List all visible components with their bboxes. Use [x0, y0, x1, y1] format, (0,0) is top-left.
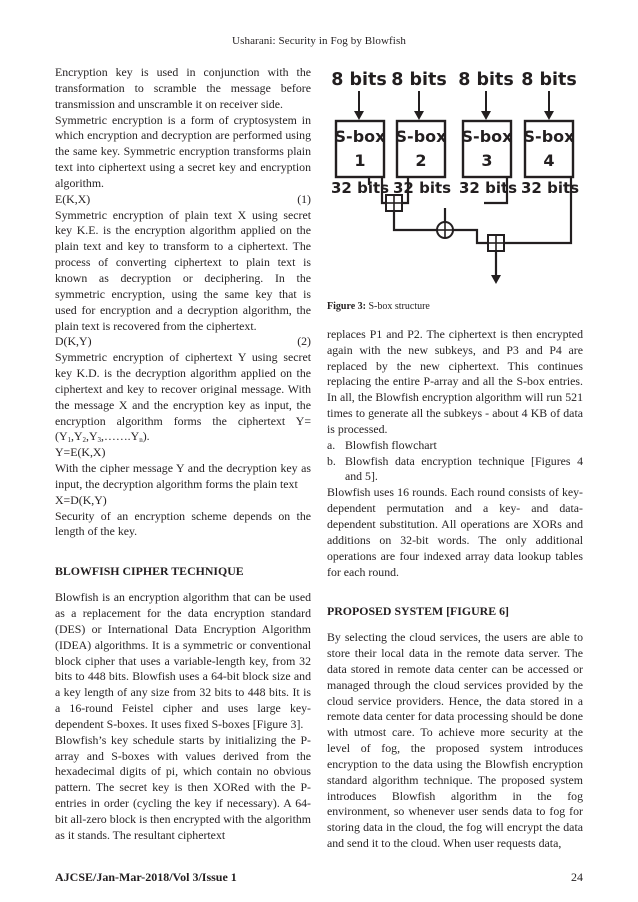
spacer: [55, 540, 311, 564]
list-marker: a.: [327, 437, 336, 452]
section-heading: BLOWFISH CIPHER TECHNIQUE: [55, 564, 244, 579]
output-label: 32 bits: [331, 179, 390, 197]
paragraph: Blowfish’s key schedule starts by initializing the P-array and S-boxes with values derived from the hexadecimal digits of pi, which contain no obvious pattern. The secret key is then XORed with the P-entries in order (cycling the key if necessary). A 64-bit all-zero block is then encrypted with the algorithm as it stands. The resultant ciphertext: [55, 732, 311, 842]
subscript: n: [139, 436, 143, 445]
caption-text: S-box structure: [368, 301, 430, 312]
paragraph: Blowfish uses 16 rounds. Each round consists of key-dependent permutation and a key- and data-dependent substitution. All operations are XORs and additions on 32-bit words. The only additional operations are four indexed array data lookup tables for each round.: [327, 485, 583, 579]
connector-line: [452, 230, 490, 243]
subscript: 3: [97, 436, 102, 445]
input-label: 8 bits: [391, 70, 447, 90]
sbox-label: S-box: [461, 127, 513, 146]
sbox-number: 2: [415, 151, 427, 170]
sbox-diagram: [327, 65, 583, 293]
figure-caption: [327, 299, 583, 315]
equation-2: [55, 334, 311, 350]
input-label: 8 bits: [331, 70, 387, 90]
input-label: 8 bits: [521, 70, 577, 90]
paragraph: replaces P1 and P2. The ciphertext is then encrypted again with the new subkeys, and P3 and P4 are replaced by the new ciphertext. This continues replacing the entire P-array and all the S-box entries. In all, the Blowfish encryption algorithm will run 521 times to generate all the subkeys - about 4 KB of data is processed.: [327, 326, 583, 436]
arrow-head: [354, 111, 364, 120]
paragraph: Symmetric encryption of plain text X using secret key K.E. is the encryption algorithm applied on the plain text and key to transform to a ciphertext. The process of converting ciphertext to plain text is known as decryption or deciphering. In the symmetric encryption, using the same key that is used for encryption and a decryption algorithm, the plain text is recovered from the ciphertext.: [55, 207, 311, 333]
equation-4: X=D(K,Y): [55, 492, 107, 507]
input-label: 8 bits: [458, 70, 514, 90]
paragraph: [55, 350, 311, 445]
sbox-label: S-box: [523, 127, 575, 146]
sbox-number: 1: [354, 151, 366, 170]
list-item: [327, 438, 583, 454]
equation-text: E(K,X): [55, 191, 91, 206]
equation-number: (1): [297, 191, 311, 206]
journal-info: AJCSE/Jan-Mar-2018/Vol 3/Issue 1: [55, 870, 237, 884]
section-heading: PROPOSED SYSTEM [FIGURE 6]: [327, 604, 509, 619]
inline-text: ,Y: [71, 429, 83, 444]
paragraph: By selecting the cloud services, the users are able to store their local data in the remote data server. The data stored in remote data center can be accessed or managed through the cloud services provided by the cloud service providers. Hence, the data stored in a remote data center for data processing should be done with utmost care. To achieve more security at the level of fog, the proposed system introduces encryption to the data using the Blowfish encryption standard algorithm technique. The proposed system introduces Blowfish algorithm in the fog environment, so whenever user sends data to fog for storing data in the cloud, the fog will encrypt the data and send it to the cloud. When user requests data,: [327, 630, 583, 851]
running-header: Usharani: Security in Fog by Blowfish: [232, 35, 406, 47]
paragraph: Symmetric encryption is a form of cryptosystem in which encryption and decryption are performed using the same key. Symmetric encryption transforms plain text into ciphertext using a secret key and encryption algorithm.: [55, 112, 311, 190]
page-footer: [55, 870, 583, 885]
inline-text: ).: [142, 429, 150, 444]
sbox-label: S-box: [395, 127, 447, 146]
left-column: [55, 65, 311, 844]
output-label: 32 bits: [459, 179, 518, 197]
paragraph: With the cipher message Y and the decryption key as input, the decryption algorithm forms the plain text: [55, 461, 311, 491]
output-label: 32 bits: [521, 179, 580, 197]
spacer: [327, 580, 583, 604]
page-number: 24: [571, 870, 583, 884]
subscript: 2: [82, 436, 87, 445]
list-marker: b.: [327, 453, 336, 468]
equation-1: [55, 192, 311, 208]
sbox-figure: [327, 65, 583, 315]
arrow-head: [544, 111, 554, 120]
paragraph: Security of an encryption scheme depends on the length of the key.: [55, 508, 311, 539]
output-arrow-head: [491, 275, 501, 284]
inline-text: ,Y: [86, 429, 98, 444]
equation-3: Y=E(K,X): [55, 445, 106, 460]
equation-text: D(K,Y): [55, 334, 92, 349]
list-text: Blowfish data encryption technique [Figures 4 and 5].: [345, 453, 583, 484]
sbox-label: S-box: [334, 127, 386, 146]
caption-label: Figure 3:: [327, 301, 366, 312]
paragraph: Blowfish is an encryption algorithm that can be used as a replacement for the data encryption standard (DES) or International Data Encryption Algorithm (IDEA) algorithms. It is a symmetric or conventional block cipher that uses a variable-length key, from 32 bits to 448 bits. Blowfish uses a 64-bit block size and a key length of any size from 32 bits to 448 bits. It is a 16-round Feistel cipher and uses large key-dependent S-boxes. It uses fixed S-boxes [Figure 3].: [55, 590, 311, 731]
list-text: Blowfish flowchart: [345, 437, 437, 452]
arrow-head: [481, 111, 491, 120]
list-item: [327, 454, 583, 486]
subscript: 1: [67, 436, 71, 445]
inline-text: ciphertext Y=(Y: [55, 413, 311, 444]
inline-text: ,…….Y: [101, 429, 140, 444]
arrow-head: [414, 111, 424, 120]
sbox-number: 3: [481, 151, 493, 170]
figure-list: [327, 438, 583, 486]
spacer: [327, 620, 583, 630]
sbox-number: 4: [543, 151, 555, 170]
paragraph-text: Symmetric encryption of ciphertext Y using secret key K.D. is the decryption algorithm applied on the ciphertext and key to recover original message. With the message X and the encryption key as input, the encryption algorithm forms the: [55, 350, 311, 428]
equation-number: (2): [297, 334, 311, 349]
output-label: 32 bits: [393, 179, 452, 197]
spacer: [55, 580, 311, 590]
right-column: [327, 65, 583, 852]
paragraph: Encryption key is used in conjunction with the transformation to scramble the message before transmission and unscramble it on receiver side.: [55, 65, 311, 111]
